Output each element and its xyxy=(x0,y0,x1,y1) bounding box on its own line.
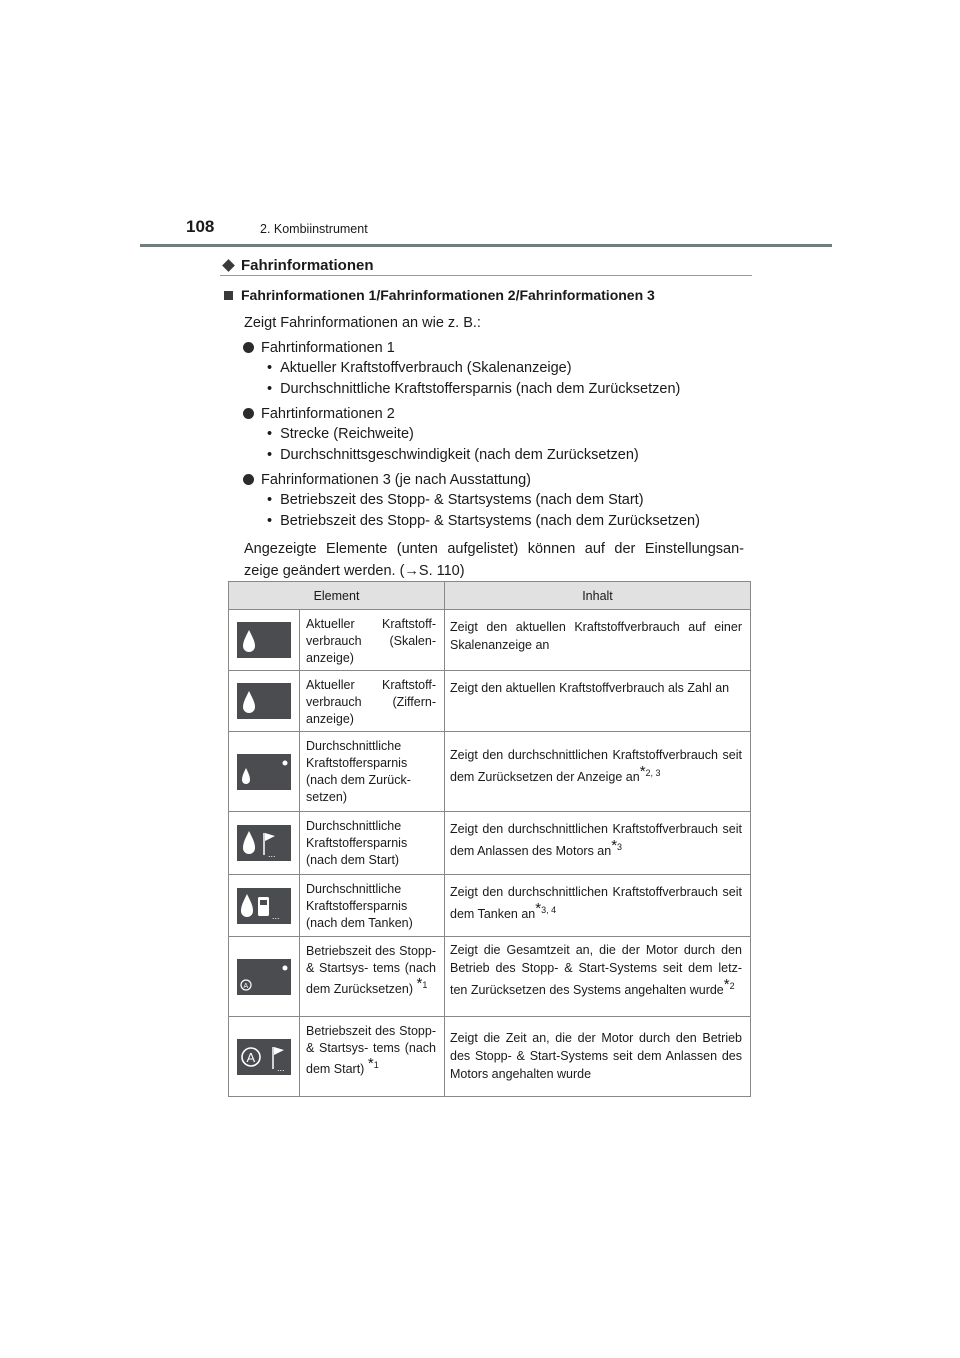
fuel-drop-reset-icon xyxy=(237,754,291,790)
element-name: Aktueller Kraftstoff- verbrauch (Skalen- anzeige) xyxy=(300,610,445,671)
row-icon-cell xyxy=(229,1017,300,1097)
stop-start-flag-icon xyxy=(237,1039,291,1075)
element-description: Zeigt die Gesamtzeit an, die der Motor durch den Betrieb des Stopp- & Start-Systems seit dem letz- ten Zurücksetzen des Systems angehalten wurde*$^2$ xyxy=(445,937,751,1017)
element-name: Betriebszeit des Stopp- & Startsys- tems (nach dem Start) *$^1$ xyxy=(300,1017,445,1097)
element-name: Durchschnittliche Kraftstoffersparnis (nach dem Start) xyxy=(300,812,445,875)
element-name: Durchschnittliche Kraftstoffersparnis (nach dem Tanken) xyxy=(300,875,445,937)
element-description: Zeigt den durchschnittlichen Kraftstoffverbrauch seit dem Tanken an*$^{3, 4}$ xyxy=(445,875,751,937)
group-item: • Betriebszeit des Stopp- & Startsystems (nach dem Start) xyxy=(267,490,752,511)
footnote-ref: 3 xyxy=(617,842,623,852)
element-name: Aktueller Kraftstoff- verbrauch (Ziffern- anzeige) xyxy=(300,671,445,732)
table-row xyxy=(229,732,751,812)
table-row xyxy=(229,812,751,875)
footnote-ref: 2, 3 xyxy=(645,768,661,778)
fuel-drop-pump-icon xyxy=(237,888,291,924)
row-icon-cell xyxy=(229,671,300,732)
table-row xyxy=(229,937,751,1017)
intro-text: Zeigt Fahrinformationen an wie z. B.: xyxy=(244,315,481,331)
elements-table xyxy=(228,581,751,1097)
subsection-title: Fahrinformationen 1/Fahrinformationen 2/Fahrinformationen 3 xyxy=(241,287,655,303)
table-header-row xyxy=(229,582,751,610)
table-row xyxy=(229,1017,751,1097)
section-title: Fahrinformationen xyxy=(241,256,374,274)
diamond-icon xyxy=(222,259,235,272)
column-header-inhalt: Inhalt xyxy=(445,582,751,610)
table-row xyxy=(229,671,751,732)
page-number: 108 xyxy=(186,217,215,236)
section-heading xyxy=(220,255,752,276)
row-icon-cell xyxy=(229,875,300,937)
bullet-dot-icon xyxy=(243,474,254,485)
footnote-ref: 2 xyxy=(729,981,735,991)
svg-text:A: A xyxy=(243,982,249,990)
fuel-drop-gauge-icon xyxy=(237,622,291,658)
row-icon-cell xyxy=(229,610,300,671)
group-item: • Durchschnittliche Kraftstoffersparnis (nach dem Zurücksetzen) xyxy=(267,379,752,400)
info-group-2 xyxy=(220,403,752,466)
group-label: Fahrtinformationen 1 xyxy=(243,337,752,358)
group-label: Fahrinformationen 3 (je nach Ausstattung) xyxy=(243,469,752,490)
chapter-title: 2. Kombiinstrument xyxy=(260,222,368,236)
element-description: Zeigt den aktuellen Kraftstoffverbrauch als Zahl an xyxy=(445,671,751,732)
element-description: Zeigt die Zeit an, die der Motor durch den Betrieb des Stopp- & Start-Systems seit dem Anlassen des Motors angehalten wurde xyxy=(445,1017,751,1097)
svg-text:A: A xyxy=(246,1049,256,1065)
info-group-3 xyxy=(220,469,752,532)
subsection-heading xyxy=(220,287,752,303)
group-item: • Aktueller Kraftstoffverbrauch (Skalenanzeige) xyxy=(267,358,752,379)
square-bullet-icon xyxy=(224,291,233,300)
fuel-drop-flag-icon xyxy=(237,825,291,861)
row-icon-cell xyxy=(229,732,300,812)
svg-text:...: ... xyxy=(277,1062,285,1073)
column-header-element: Element xyxy=(229,582,445,610)
closing-text: Angezeigte Elemente (unten aufgelistet) können auf der Einstellungsan- zeige geändert werden. (→S. 110) xyxy=(244,541,744,579)
element-description: Zeigt den durchschnittlichen Kraftstoffverbrauch seit dem Zurücksetzen der Anzeige an*$^{2, 3}$ xyxy=(445,732,751,812)
page-header xyxy=(0,0,960,250)
main-content xyxy=(220,255,752,582)
footnote-ref: 1 xyxy=(422,980,428,990)
group-label: Fahrtinformationen 2 xyxy=(243,403,752,424)
element-description: Zeigt den aktuellen Kraftstoffverbrauch auf einer Skalenanzeige an xyxy=(445,610,751,671)
footnote-ref: 3, 4 xyxy=(541,905,557,915)
bullet-dot-icon xyxy=(243,342,254,353)
header-rule xyxy=(140,244,832,247)
info-group-1 xyxy=(220,337,752,400)
svg-text:...: ... xyxy=(272,910,280,921)
stop-start-reset-icon xyxy=(237,959,291,995)
row-icon-cell xyxy=(229,812,300,875)
row-icon-cell xyxy=(229,937,300,1017)
table-row xyxy=(229,875,751,937)
svg-text:...: ... xyxy=(268,849,276,859)
bullet-dot-icon xyxy=(243,408,254,419)
element-name: Durchschnittliche Kraftstoffersparnis (nach dem Zurück- setzen) xyxy=(300,732,445,812)
fuel-drop-number-icon xyxy=(237,683,291,719)
element-name: Betriebszeit des Stopp- & Startsys- tems (nach dem Zurücksetzen) *$^1$ xyxy=(300,937,445,1017)
footnote-ref: 1 xyxy=(373,1060,379,1070)
element-description: Zeigt den durchschnittlichen Kraftstoffverbrauch seit dem Anlassen des Motors an*$^3$ xyxy=(445,812,751,875)
table-row xyxy=(229,610,751,671)
group-item: • Betriebszeit des Stopp- & Startsystems (nach dem Zurücksetzen) xyxy=(267,511,752,532)
group-item: • Durchschnittsgeschwindigkeit (nach dem Zurücksetzen) xyxy=(267,445,752,466)
group-item: • Strecke (Reichweite) xyxy=(267,424,752,445)
